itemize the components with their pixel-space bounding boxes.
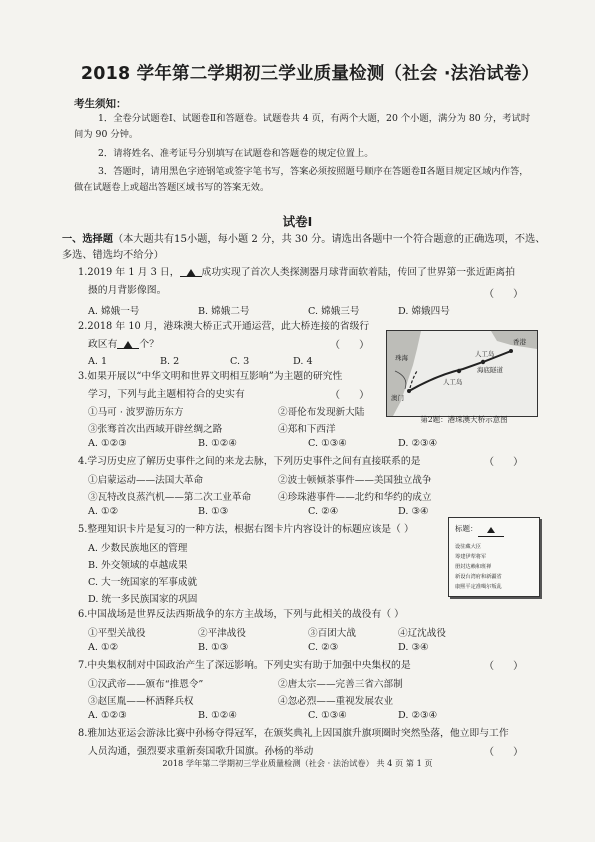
q1-answer-paren: （ ） (484, 289, 524, 300)
q7-option-a: A. ①②③ (88, 710, 127, 721)
q2-stem-b: 个？ (139, 339, 159, 350)
map-label-tunnel: 海底隧道 (477, 366, 503, 374)
q6-option-a: A. ①② (88, 642, 119, 653)
q1-stem-a: 2019 年 1 月 3 日， (87, 267, 180, 278)
q1-number: 1. (78, 267, 88, 278)
exam-title: 2018 学年第二学期初三学业质量检测（社会 ·法治试卷） (80, 64, 540, 84)
map-label-hongkong: 香港 (513, 338, 526, 346)
q4-stem: 学习历史应了解历史事件之间的来龙去脉，下列历史事件之间有直接联系的是 (87, 456, 421, 467)
q3-item-3: ③张骞首次出西域开辟丝绸之路 (88, 424, 223, 435)
notice-item-2: 2．请将姓名、准考证号分别填写在试题卷和答题卷的规定位置上。 (98, 148, 374, 159)
q4-number: 4. (78, 456, 88, 467)
card-title-text: 标题： (455, 524, 478, 533)
notice-item-1: 1．全卷分试题卷Ⅰ、试题卷Ⅱ和答题卷。试题卷共 4 页，有两个大题，20 个小题，满分为 80 分，考试时间为 90 分钟。 (74, 113, 531, 140)
q2-stem: 2018 年 10 月，港珠澳大桥正式开通运营，此大桥连接的省级行 (87, 321, 370, 332)
q7-stem: 中央集权制对中国政治产生了深远影响。下列史实有助于加强中央集权的是 (87, 660, 411, 671)
q1-blank (180, 266, 202, 277)
map-caption: 第2题：港珠澳大桥示意图 (420, 415, 508, 424)
q8-number: 8. (78, 728, 88, 739)
q5-number: 5. (78, 524, 88, 535)
q7-item-2: ②唐太宗——完善三省六部制 (278, 679, 403, 690)
q3-stem-cont: 学习，下列与此主题相符合的史实有 (88, 389, 245, 400)
q6-option-b: B. ①③ (198, 642, 229, 653)
q3-item-2: ②哥伦布发现新大陆 (278, 407, 365, 418)
q1-option-d: D. 嫦娥四号 (398, 306, 450, 317)
section-1-text: （本大题共有15小题，每小题 2 分，共 30 分。请选出各题中一个符合题意的正确选项，不选、多选、错选均不给分） (62, 234, 546, 261)
q5-option-b: B. 外交领域的卓越成果 (88, 560, 188, 571)
q6-item-2: ②平津战役 (198, 628, 246, 639)
q8-stem-cont: 人员沟通，强烈要求重新奏国歌升国旗。孙杨的举动 (88, 746, 314, 757)
knowledge-card (448, 517, 540, 597)
card-title (455, 523, 504, 537)
q5-option-d: D. 统一多民族国家的巩固 (88, 594, 198, 605)
q4-item-2: ②波士顿倾茶事件——美国独立战争 (278, 475, 432, 486)
q1-stem-cont: 摄的月背影像图。 (88, 285, 167, 296)
card-line-4: 新设台湾府和新疆省 (455, 574, 502, 580)
q1-option-a: A. 嫦娥一号 (88, 306, 140, 317)
q7-item-4: ④忽必烈——重视发展农业 (278, 696, 394, 707)
q3-item-4: ④郑和下西洋 (278, 424, 336, 435)
q8-stem: 雅加达亚运会游泳比赛中孙杨夺得冠军，在颁奖典礼上因国旗升旗项圈时突然坠落，他立即与工作 (87, 728, 509, 739)
q4-answer-paren: （ ） (484, 457, 524, 468)
q5-stem: 整理知识卡片是复习的一种方法，根据右图卡片内容设计的标题应该是（ ） (87, 524, 414, 535)
q6-item-1: ①平型关战役 (88, 628, 146, 639)
question-5 (78, 521, 438, 539)
card-line-2: 筹建伊犁将军 (455, 554, 487, 560)
q3-option-a: A. ①②③ (88, 438, 127, 449)
map-label-zhuhai: 珠海 (395, 354, 408, 362)
q7-option-c: C. ①③④ (308, 710, 347, 721)
q2-stem-a: 政区有 (88, 339, 118, 350)
q4-option-c: C. ②④ (308, 506, 339, 517)
bridge-map (386, 330, 538, 417)
question-7 (78, 657, 543, 675)
q2-option-b: B. 2 (160, 356, 180, 367)
triangle-icon (186, 269, 196, 277)
q1-stem-b: 成功实现了首次人类探测器月球背面软着陆，传回了世界第一张近距离拍 (201, 267, 516, 278)
notice-heading: 考生须知： (74, 98, 127, 110)
q7-answer-paren: （ ） (484, 661, 524, 672)
q6-stem: 中国战场是世界反法西斯战争的东方主战场，下列与此相关的战役有（ ） (87, 609, 404, 620)
q3-number: 3. (78, 371, 88, 382)
question-6 (78, 606, 543, 624)
q6-number: 6. (78, 609, 88, 620)
q3-option-d: D. ②③④ (398, 438, 438, 449)
q6-option-d: D. ③④ (398, 642, 429, 653)
q3-option-c: C. ①③④ (308, 438, 347, 449)
q4-option-d: D. ③④ (398, 506, 429, 517)
question-4 (78, 453, 543, 471)
question-8 (78, 725, 543, 761)
card-line-1: 设驻藏大臣 (455, 544, 481, 550)
q8-answer-paren: （ ） (484, 747, 524, 758)
q5-option-c: C. 大一统国家的军事成就 (88, 577, 198, 588)
q3-option-b: B. ①②④ (198, 438, 237, 449)
q6-item-4: ④辽沈战役 (398, 628, 446, 639)
q2-answer-paren: （ ） (330, 340, 370, 351)
q5-option-a: A. 少数民族地区的管理 (88, 543, 188, 554)
page-footer: 2018 学年第二学期初三学业质量检测（社会 · 法治试卷） 共 4 页 第 1 页 (162, 758, 433, 768)
q4-option-b: B. ①③ (198, 506, 229, 517)
q7-option-b: B. ①②④ (198, 710, 237, 721)
q6-item-3: ③百团大战 (308, 628, 356, 639)
q1-option-c: C. 嫦娥三号 (308, 306, 360, 317)
q4-item-1: ①启蒙运动——法国大革命 (88, 475, 204, 486)
map-label-island-2: 人工岛 (475, 350, 495, 358)
q2-option-d: D. 4 (293, 356, 313, 367)
q7-option-d: D. ②③④ (398, 710, 438, 721)
q2-option-a: A. 1 (88, 356, 108, 367)
section-title: 试卷Ⅰ (282, 214, 313, 229)
card-line-3: 册封达赖和班禅 (455, 564, 492, 570)
q2-option-c: C. 3 (230, 356, 250, 367)
triangle-icon (487, 527, 495, 533)
notice-item-3: 3．答题时，请用黑色字迹钢笔或签字笔书写，答案必须按照题号顺序在答题卷Ⅱ各题目规定区域内作答，做在试题卷上或超出答题区域书写的答案无效。 (74, 166, 529, 193)
q3-answer-paren: （ ） (330, 390, 370, 401)
q7-item-1: ①汉武帝——颁布“推恩令” (88, 679, 204, 690)
q3-stem: 如果开展以“中华文明和世界文明相互影响”为主题的研究性 (87, 371, 343, 382)
question-1 (78, 264, 543, 300)
map-label-macau: 澳门 (391, 394, 404, 402)
q2-number: 2. (78, 321, 88, 332)
section-1-label: 一、选择题 (62, 234, 113, 245)
section-1-instructions (62, 232, 554, 263)
q7-item-3: ③赵匡胤——杯酒释兵权 (88, 696, 194, 707)
q1-option-b: B. 嫦娥二号 (198, 306, 250, 317)
q6-option-c: C. ②③ (308, 642, 339, 653)
triangle-icon (123, 341, 133, 349)
card-line-5: 康熙平定准噶尔叛乱 (455, 584, 502, 590)
q4-item-4: ④珍珠港事件——北约和华约的成立 (278, 492, 432, 503)
q7-number: 7. (78, 660, 88, 671)
q4-option-a: A. ①② (88, 506, 119, 517)
q2-blank (117, 338, 139, 349)
q3-item-1: ①马可 · 波罗游历东方 (88, 407, 184, 418)
map-label-island-1: 人工岛 (443, 378, 463, 386)
q4-item-3: ③瓦特改良蒸汽机——第二次工业革命 (88, 492, 252, 503)
card-blank (478, 526, 504, 537)
